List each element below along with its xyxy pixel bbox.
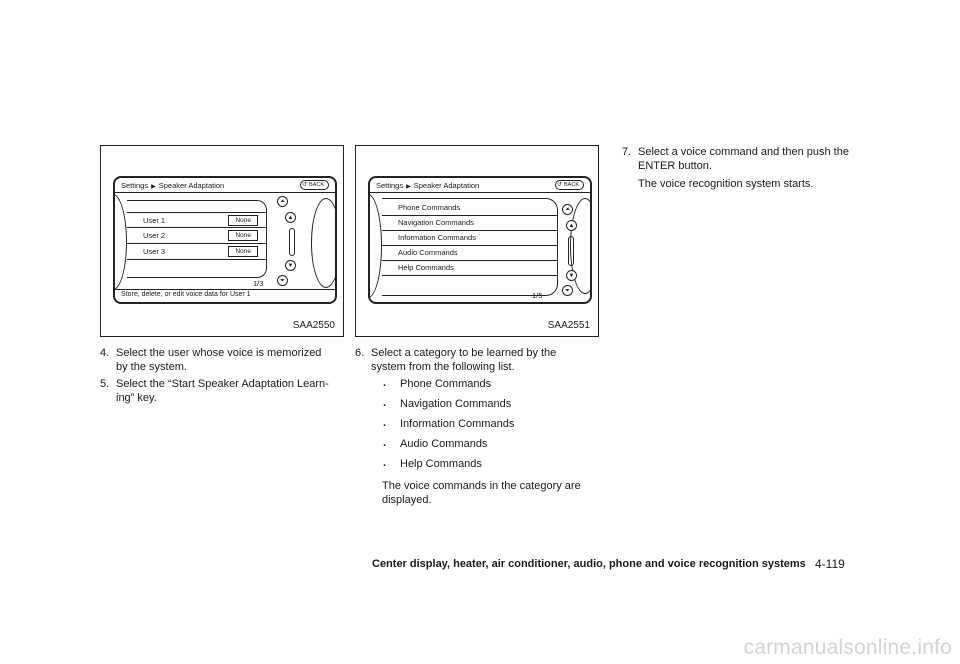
step-number: 6.	[355, 347, 365, 359]
figure-caption: SAA2551	[547, 320, 590, 331]
bullet-item	[383, 437, 583, 452]
list-panel	[382, 198, 558, 296]
step-number: 4.	[100, 347, 110, 359]
bullet-icon: .	[383, 377, 387, 389]
list-item-information-commands[interactable]	[382, 231, 557, 246]
bullet-icon: .	[383, 457, 387, 469]
scroll-up-icon[interactable]: ▲	[566, 220, 577, 231]
back-arrow-icon: ↺	[557, 182, 563, 188]
title-settings: Settings	[121, 181, 149, 190]
page-indicator: 1/5	[532, 291, 543, 300]
list-item-navigation-commands[interactable]	[382, 216, 557, 231]
category-label: Navigation Commands	[398, 218, 474, 227]
voice-data-status: None	[228, 230, 258, 241]
user-label: User 3	[143, 247, 166, 256]
step-text-line: Select a category to be learned by the	[371, 347, 557, 359]
bullet-text: Navigation Commands	[400, 398, 512, 410]
user-label: User 2	[143, 231, 166, 240]
back-label: BACK	[564, 182, 579, 188]
page-number: 4-119	[815, 557, 845, 571]
back-button[interactable]	[300, 180, 329, 190]
back-button[interactable]	[555, 180, 584, 190]
voice-data-status: None	[228, 215, 258, 226]
page-up-icon[interactable]: ⏶	[277, 196, 288, 207]
bullet-text: Phone Commands	[400, 378, 492, 390]
list-panel	[127, 200, 267, 278]
step-text-line: ing” key.	[116, 392, 157, 404]
status-text: Store, delete, or edit voice data for User 1	[121, 291, 251, 298]
page-up-icon[interactable]: ⏶	[562, 204, 573, 215]
title-divider	[370, 192, 590, 193]
step-6-result	[382, 479, 612, 511]
category-label: Help Commands	[398, 263, 454, 272]
list-item-audio-commands[interactable]	[382, 246, 557, 261]
bezel-curve-left	[113, 194, 127, 290]
step-4	[100, 346, 350, 378]
category-label: Phone Commands	[398, 203, 461, 212]
figure-voice-command-categories	[355, 145, 599, 337]
list-item-user-3[interactable]	[127, 244, 266, 260]
bezel-curve-right	[311, 198, 337, 288]
screen-title	[121, 181, 224, 190]
bullet-item	[383, 377, 583, 392]
figure-speaker-adaptation-users	[100, 145, 344, 337]
bullet-item	[383, 397, 583, 412]
title-settings: Settings	[376, 181, 404, 190]
status-bar	[115, 289, 335, 302]
title-speaker-adaptation: Speaker Adaptation	[158, 181, 225, 190]
step-text-line: ENTER button.	[638, 160, 712, 172]
list-item-help-commands[interactable]	[382, 261, 557, 276]
scrollbar[interactable]	[568, 236, 574, 266]
step-text-line: by the system.	[116, 361, 187, 373]
step-5	[100, 377, 350, 409]
bullet-text: Audio Commands	[400, 438, 488, 450]
step-number: 7.	[622, 146, 632, 158]
step-7	[622, 145, 872, 177]
bullet-item	[383, 417, 583, 432]
list-item-user-1[interactable]	[127, 212, 266, 228]
scroll-up-icon[interactable]: ▲	[285, 212, 296, 223]
category-label: Audio Commands	[398, 248, 458, 257]
step-text-line: Select the “Start Speaker Adaptation Learn-	[116, 378, 329, 390]
display-screen	[368, 176, 592, 304]
scrollbar[interactable]	[289, 228, 295, 256]
category-label: Information Commands	[398, 233, 476, 242]
user-label: User 1	[143, 216, 166, 225]
watermark: carmanualsonline.info	[743, 636, 952, 659]
scroll-down-icon[interactable]: ▼	[285, 260, 296, 271]
bullet-icon: .	[383, 417, 387, 429]
bullet-icon: .	[383, 437, 387, 449]
page-indicator: 1/3	[253, 279, 264, 288]
bullet-text: Help Commands	[400, 458, 482, 470]
list-item-phone-commands[interactable]	[382, 201, 557, 216]
step-6	[355, 346, 605, 378]
figure-caption: SAA2550	[292, 320, 335, 331]
page-down-icon[interactable]: ⏷	[277, 275, 288, 286]
list-item-user-2[interactable]	[127, 228, 266, 244]
bezel-curve-left	[368, 194, 382, 298]
step-7-result	[638, 177, 868, 193]
bullet-text: Information Commands	[400, 418, 515, 430]
paragraph-line: The voice commands in the category are	[382, 480, 581, 492]
step-text-line: Select a voice command and then push the	[638, 146, 849, 158]
paragraph-line: The voice recognition system starts.	[638, 178, 814, 190]
page-down-icon[interactable]: ⏷	[562, 285, 573, 296]
bullet-item	[383, 457, 583, 472]
display-screen	[113, 176, 337, 304]
voice-data-status: None	[228, 246, 258, 257]
step-text-line: Select the user whose voice is memorized	[116, 347, 322, 359]
step-text-line: system from the following list.	[371, 361, 515, 373]
back-arrow-icon: ↺	[302, 182, 308, 188]
title-speaker-adaptation: Speaker Adaptation	[413, 181, 480, 190]
title-divider	[115, 192, 335, 193]
screen-title	[376, 181, 479, 190]
right-arrow-icon: ▶	[151, 184, 156, 190]
right-arrow-icon: ▶	[406, 184, 411, 190]
bullet-icon: .	[383, 397, 387, 409]
section-footer: Center display, heater, air conditioner, audio, phone and voice recognition systems	[372, 558, 806, 570]
back-label: BACK	[309, 182, 324, 188]
paragraph-line: displayed.	[382, 494, 432, 506]
scroll-down-icon[interactable]: ▼	[566, 270, 577, 281]
step-number: 5.	[100, 378, 110, 390]
